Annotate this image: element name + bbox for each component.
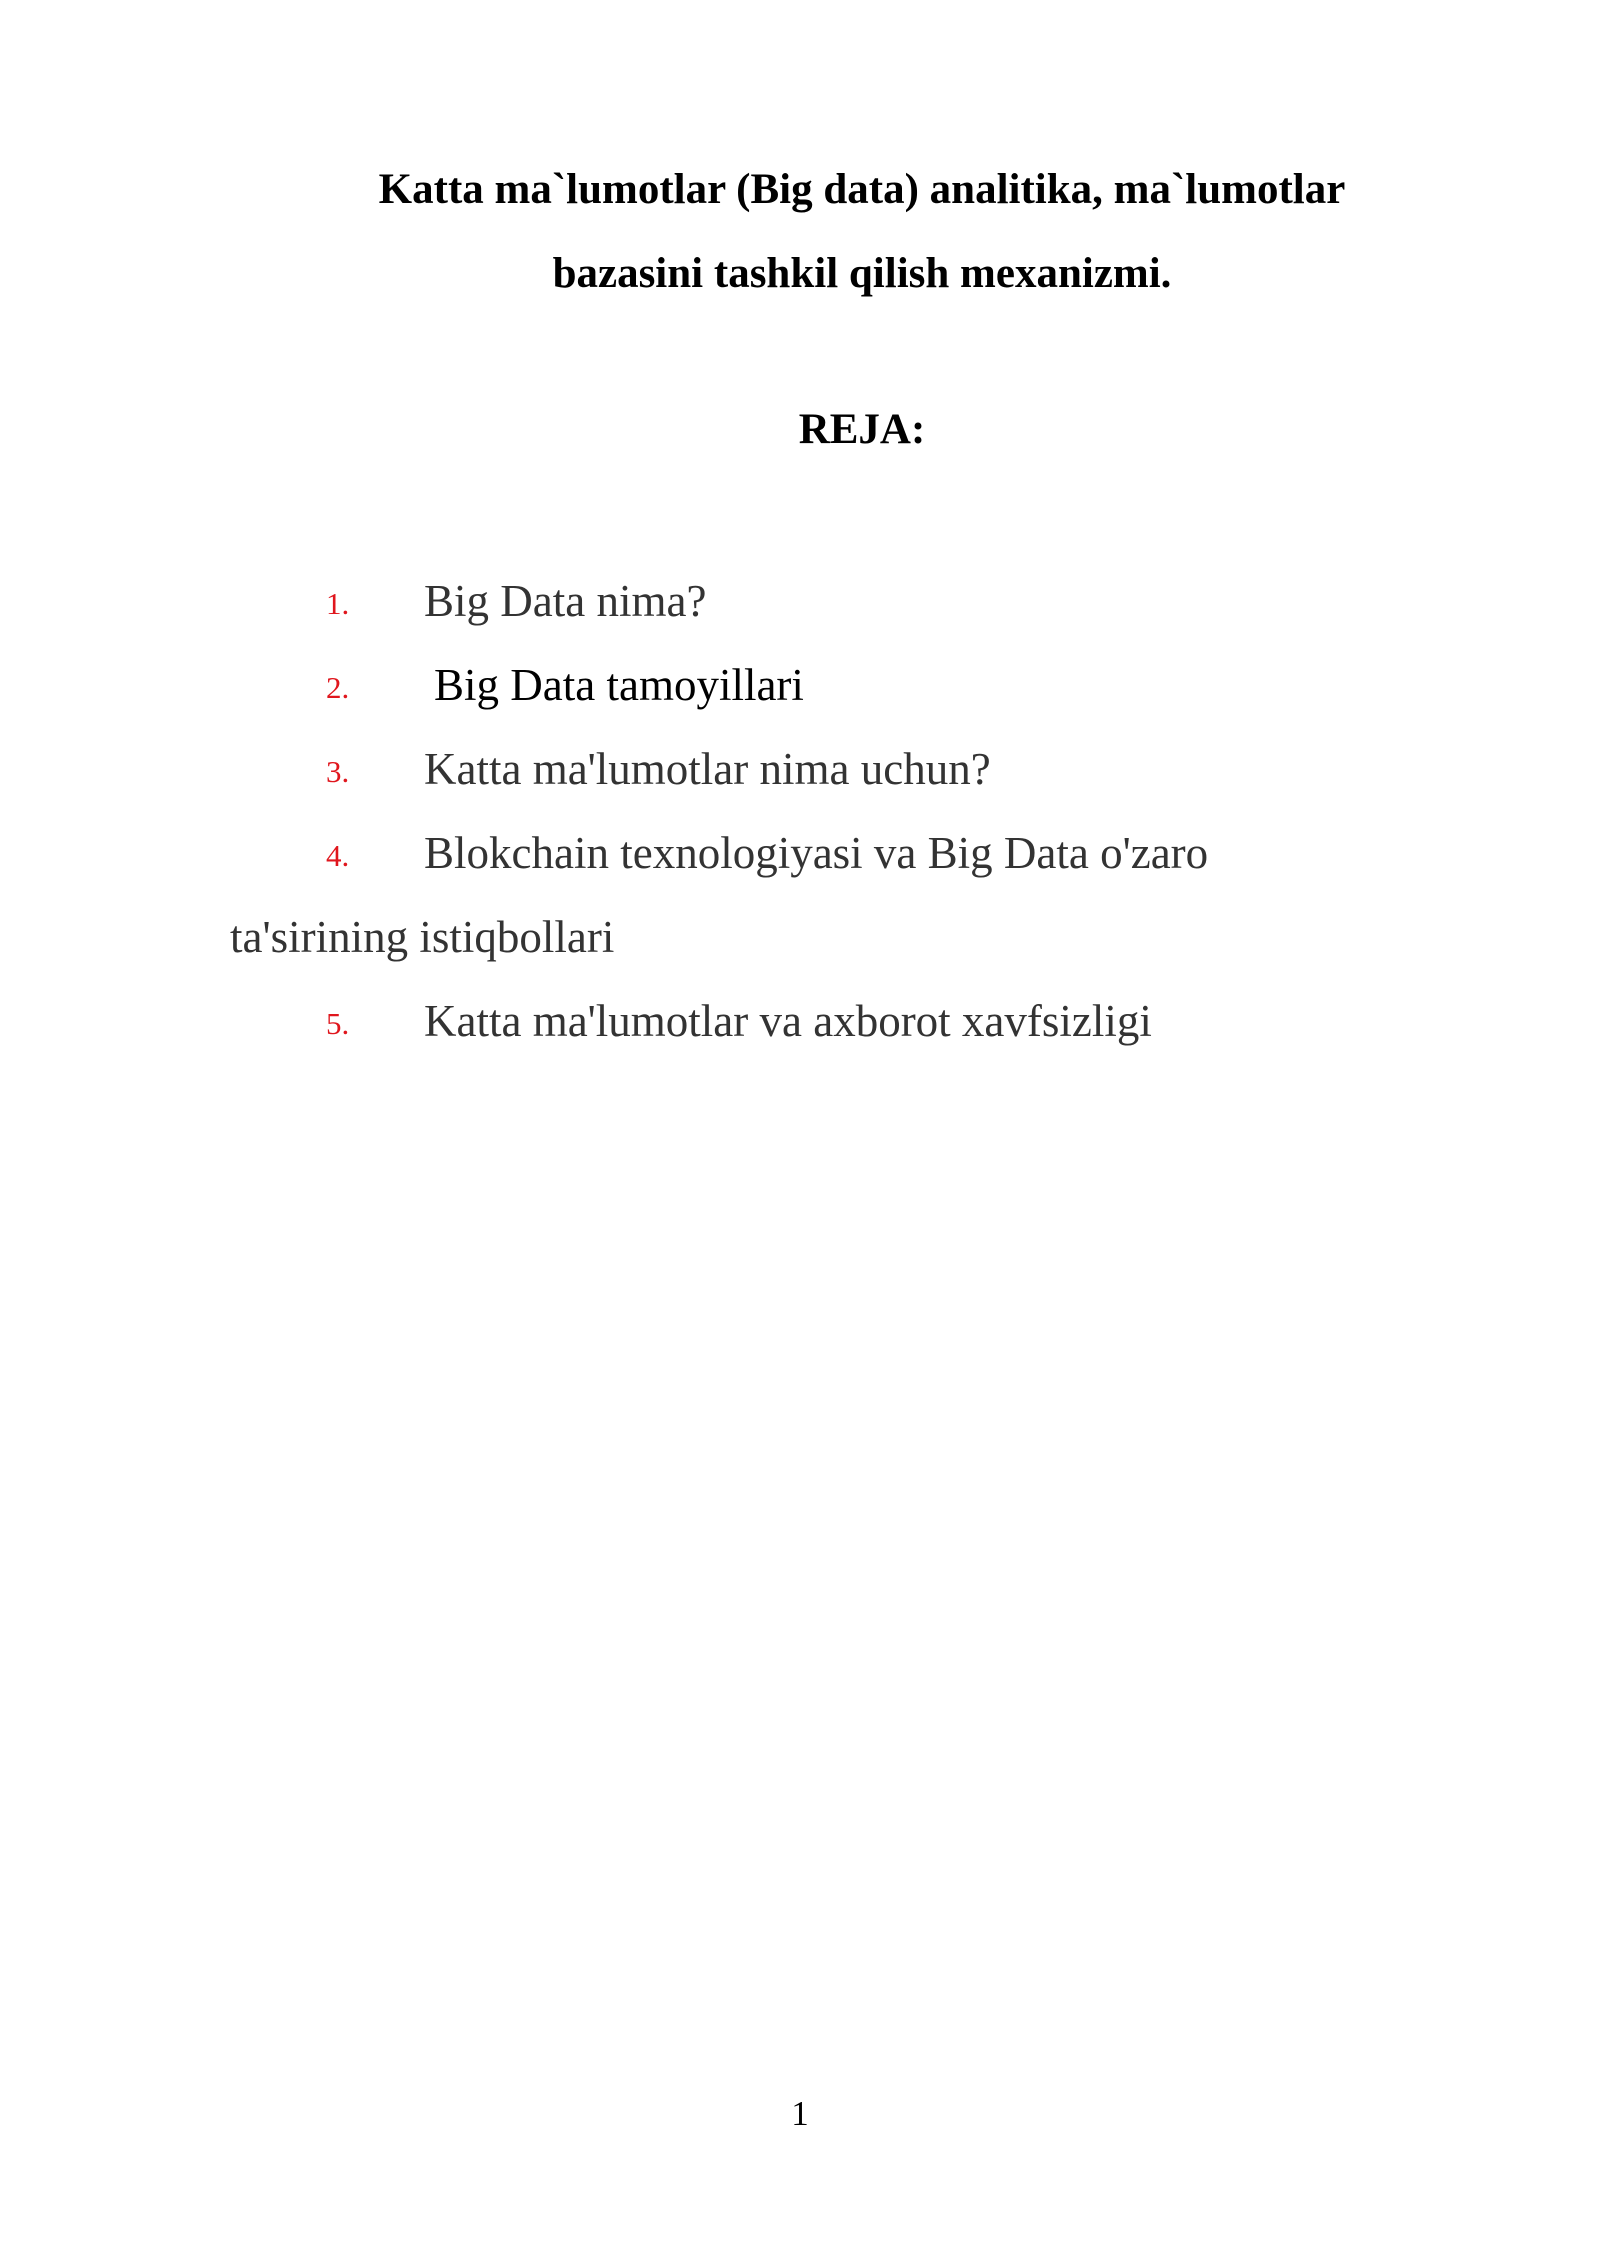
plan-item-3-text: Katta ma'lumotlar nima uchun?	[424, 744, 991, 794]
plan-item-1-number: 1.	[326, 586, 350, 621]
title-line-1: Katta ma`lumotlar (Big data) analitika, ma`lumotlar	[378, 166, 1346, 213]
plan-item-2-number: 2.	[326, 670, 350, 705]
plan-item-2-text: Big Data tamoyillari	[434, 660, 804, 710]
plan-item-3-number: 3.	[326, 754, 350, 789]
plan-item-4-text: Blokchain texnologiyasi va Big Data o'zaro	[424, 828, 1209, 878]
page-number: 1	[791, 2094, 809, 2133]
plan-item-4-number: 4.	[326, 838, 350, 873]
plan-item-5-number: 5.	[326, 1006, 350, 1041]
plan-item-1-text: Big Data nima?	[424, 576, 707, 626]
plan-item-5-text: Katta ma'lumotlar va axborot xavfsizligi	[424, 996, 1152, 1046]
plan-item-4-continuation: ta'sirining istiqbollari	[230, 912, 615, 962]
title-line-2: bazasini tashkil qilish mexanizmi.	[552, 250, 1172, 297]
plan-heading: REJA:	[798, 406, 926, 453]
